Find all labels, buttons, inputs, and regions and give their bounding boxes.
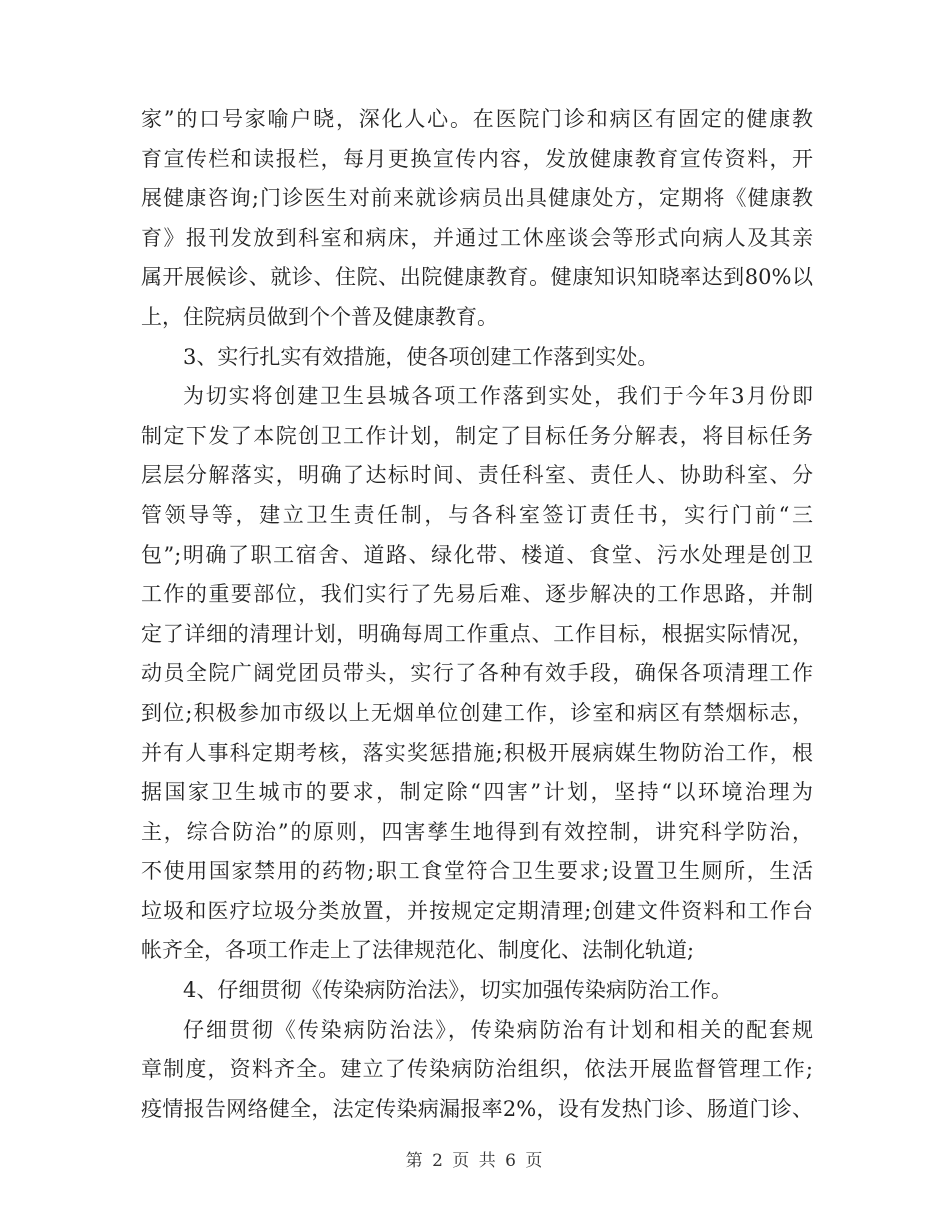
text-line: 并有人事科定期考核，落实奖惩措施;积极开展病媒生物防治工作，根	[141, 740, 813, 765]
text-line: 定了详细的清理计划，明确每周工作重点、工作目标，根据实际情况，	[141, 621, 813, 646]
text-line: 4、仔细贯彻《传染病防治法》，切实加强传染病防治工作。	[183, 978, 732, 1003]
page-footer	[0, 1146, 950, 1171]
text-line: 据国家卫生城市的要求，制定除“四害”计划，坚持“以环境治理为	[141, 780, 813, 805]
text-line: 不使用国家禁用的药物;职工食堂符合卫生要求;设置卫生厕所，生活	[141, 859, 813, 884]
text-line: 章制度，资料齐全。建立了传染病防治组织，依法开展监督管理工作;	[141, 1057, 813, 1082]
text-line: 垃圾和医疗垃圾分类放置，并按规定定期清理;创建文件资料和工作台	[141, 898, 813, 923]
text-line: 动员全院广阔党团员带头，实行了各种有效手段，确保各项清理工作	[141, 661, 813, 686]
text-line: 3、实行扎实有效措施，使各项创建工作落到实处。	[183, 344, 659, 369]
text-line: 主，综合防治”的原则，四害孳生地得到有效控制，讲究科学防治，	[141, 819, 813, 844]
text-line: 层层分解落实，明确了达标时间、责任科室、责任人、协助科室、分	[141, 463, 813, 488]
text-line: 包”;明确了职工宿舍、道路、绿化带、楼道、食堂、污水处理是创卫	[141, 542, 813, 567]
text-line: 工作的重要部位，我们实行了先易后难、逐步解决的工作思路，并制	[141, 582, 813, 607]
text-line: 育》报刊发放到科室和病床，并通过工休座谈会等形式向病人及其亲	[141, 225, 813, 250]
text-line: 为切实将创建卫生县城各项工作落到实处，我们于今年3月份即	[183, 384, 813, 409]
text-line: 展健康咨询;门诊医生对前来就诊病员出具健康处方，定期将《健康教	[141, 186, 813, 211]
page-number: 第 2 页 共 6 页	[405, 1151, 545, 1171]
text-line: 疫情报告网络健全，法定传染病漏报率2%，设有发热门诊、肠道门诊、	[141, 1096, 813, 1121]
text-line: 仔细贯彻《传染病防治法》，传染病防治有计划和相关的配套规	[183, 1017, 813, 1042]
text-line: 到位;积极参加市级以上无烟单位创建工作，诊室和病区有禁烟标志，	[141, 700, 813, 725]
text-line: 育宣传栏和读报栏，每月更换宣传内容，发放健康教育宣传资料，开	[141, 146, 813, 171]
text-line: 属开展候诊、就诊、住院、出院健康教育。健康知识知晓率达到80%以	[141, 265, 813, 290]
text-line: 上，住院病员做到个个普及健康教育。	[141, 304, 498, 329]
text-line: 家”的口号家喻户晓，深化人心。在医院门诊和病区有固定的健康教	[141, 107, 813, 131]
text-line: 制定下发了本院创卫工作计划，制定了目标任务分解表，将目标任务	[141, 423, 813, 448]
text-line: 管领导等，建立卫生责任制，与各科室签订责任书，实行门前“三	[141, 502, 813, 527]
text-line: 帐齐全，各项工作走上了法律规范化、制度化、法制化轨道;	[141, 938, 695, 963]
document-body	[141, 100, 813, 1129]
